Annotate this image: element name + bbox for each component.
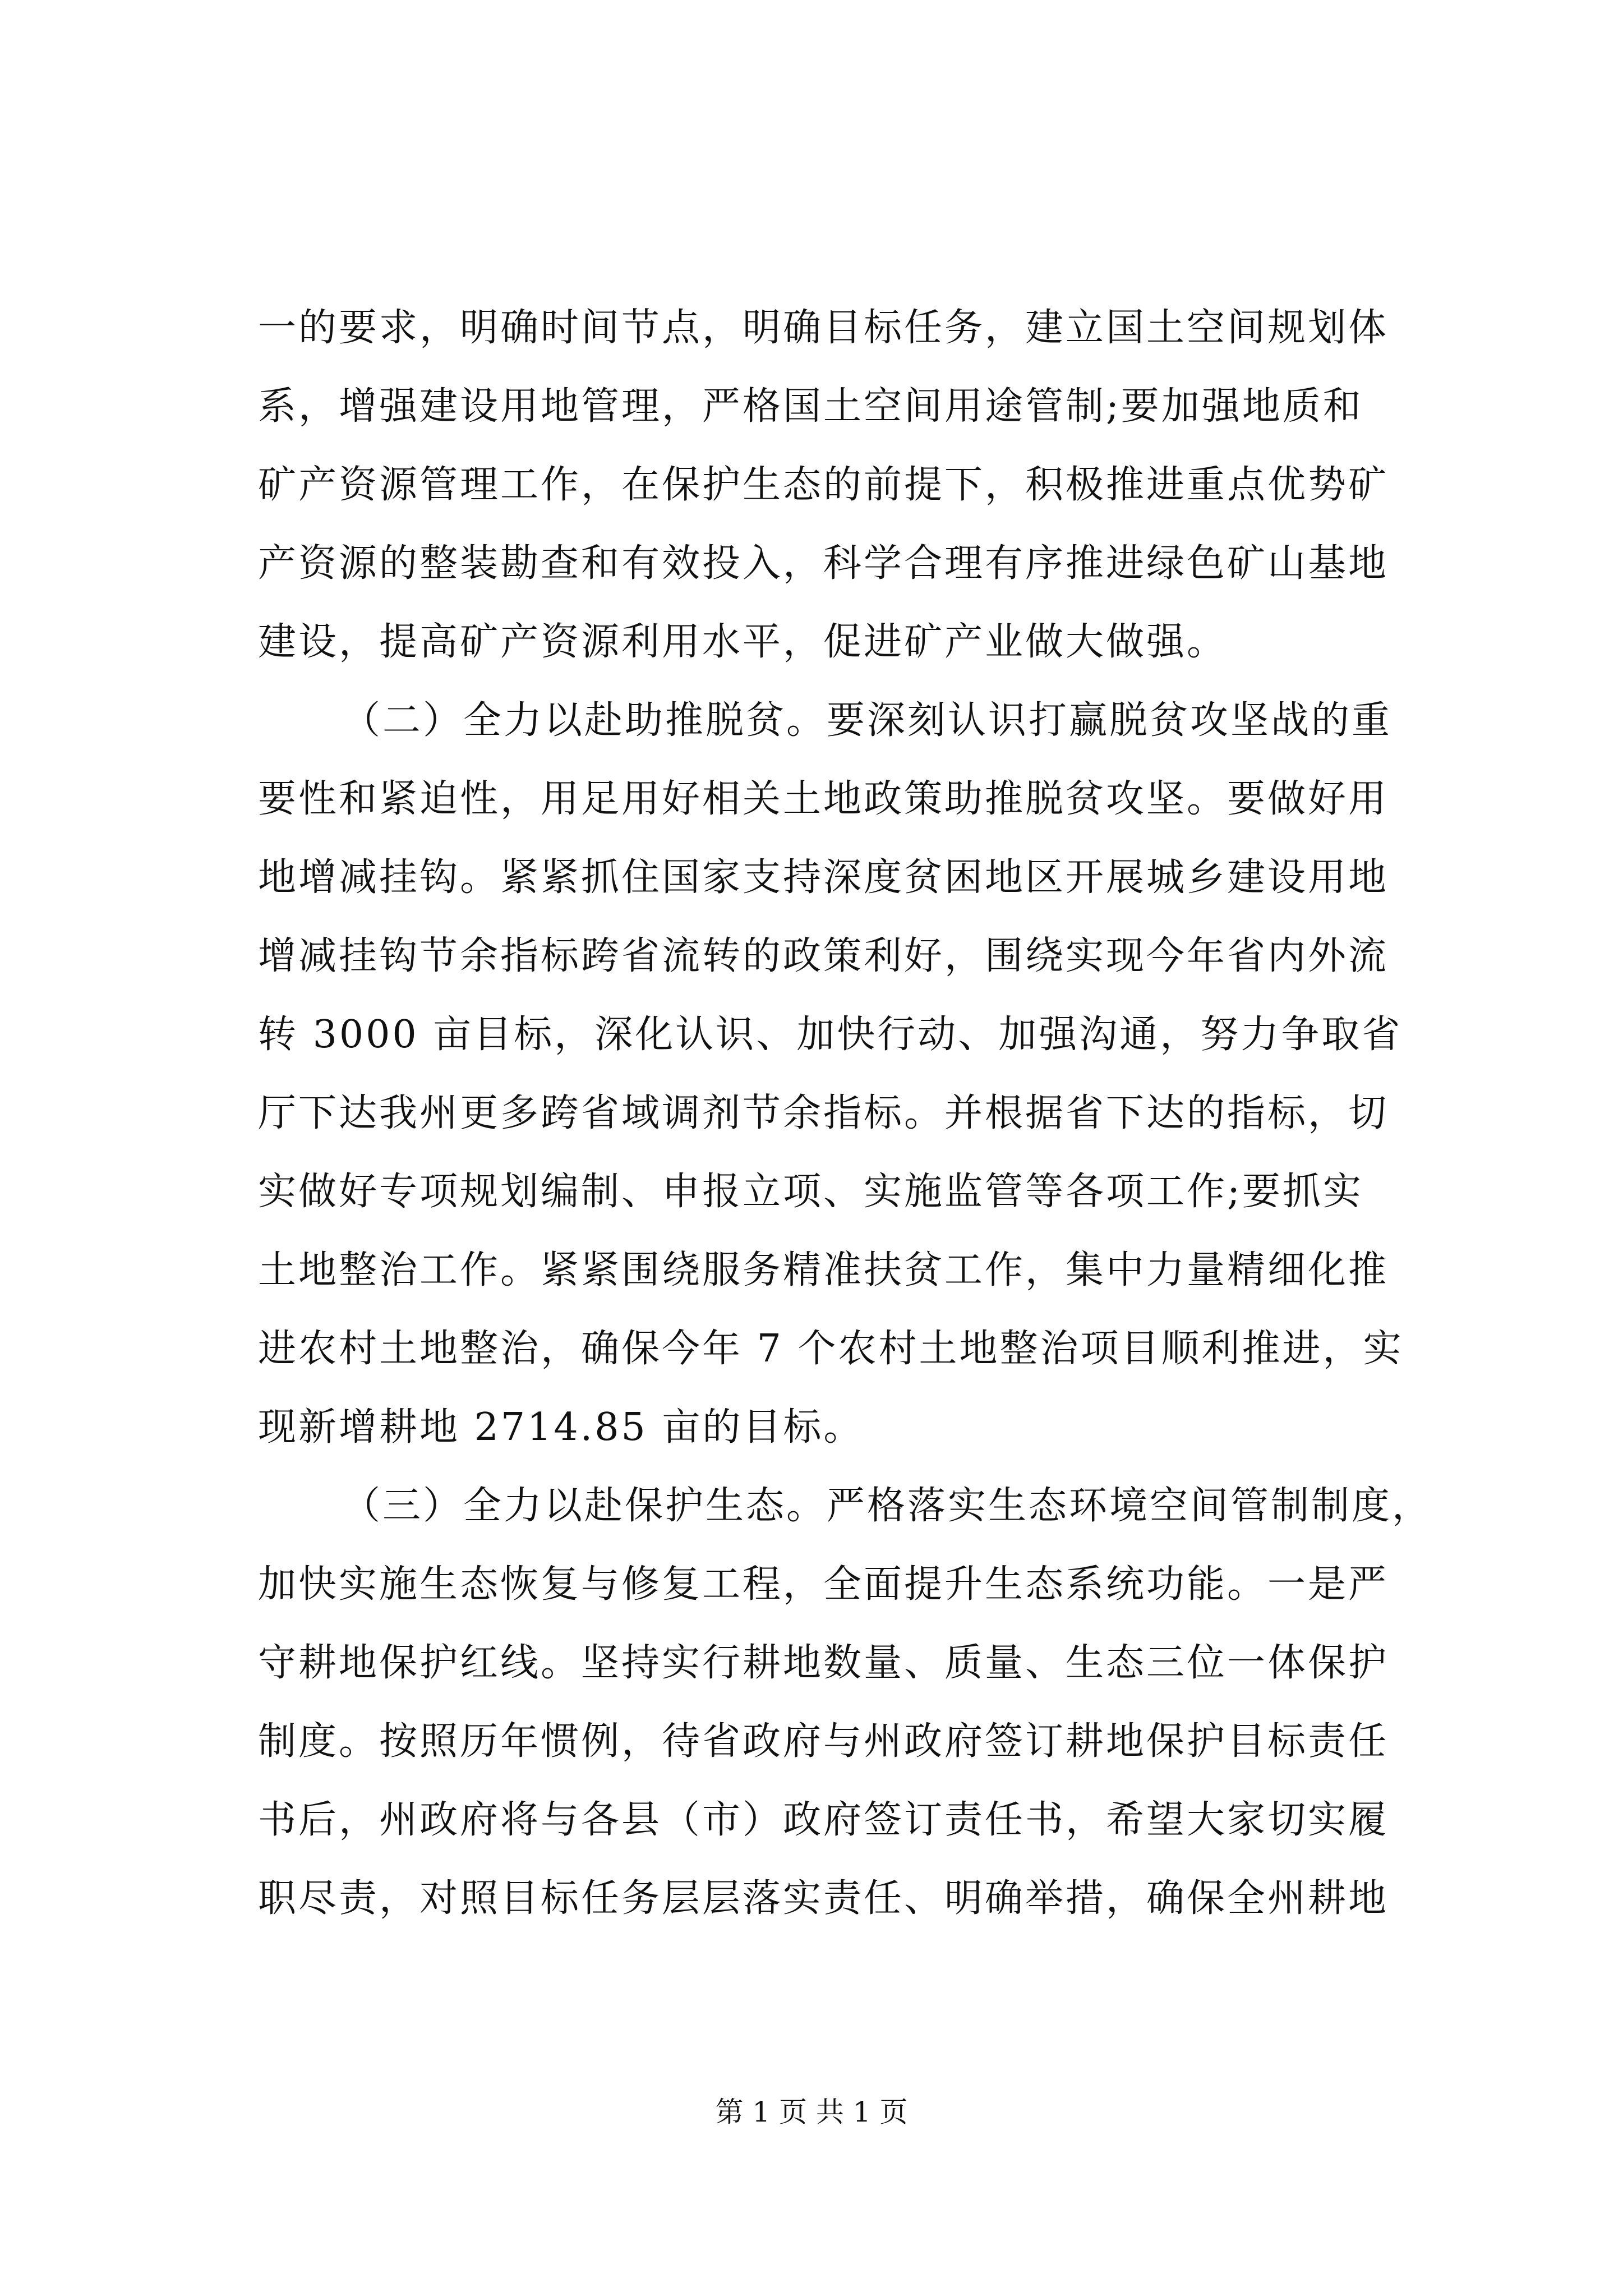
- text-line: 厅下达我州更多跨省域调剂节余指标。并根据省下达的指标，切: [258, 1091, 1389, 1135]
- text-line: 书后，州政府将与各县（市）政府签订责任书，希望大家切实履: [258, 1798, 1389, 1842]
- text-line: （二）全力以赴助推脱贫。要深刻认识打赢脱贫攻坚战的重: [342, 698, 1393, 743]
- text-line: 建设，提高矿产资源利用水平，促进矿产业做大做强。: [258, 620, 1228, 664]
- text-line: 进农村土地整治，确保今年 7 个农村土地整治项目顺利推进，实: [258, 1327, 1404, 1371]
- document-body: [258, 289, 1433, 1938]
- paragraph-2: [258, 682, 1408, 1467]
- text-line: 增减挂钩节余指标跨省流转的政策利好，围绕实现今年省内外流: [258, 934, 1389, 978]
- text-line: 要性和紧迫性，用足用好相关土地政策助推脱贫攻坚。要做好用: [258, 777, 1389, 821]
- text-line: 转 3000 亩目标，深化认识、加快行动、加强沟通，努力争取省: [258, 1013, 1403, 1057]
- text-line: （三）全力以赴保护生态。严格落实生态环境空间管制制度，: [342, 1484, 1433, 1528]
- text-line: 矿产资源管理工作，在保护生态的前提下，积极推进重点优势矿: [258, 463, 1389, 507]
- text-line: 制度。按照历年惯例，待省政府与州政府签订耕地保护目标责任: [258, 1719, 1389, 1764]
- text-line: 守耕地保护红线。坚持实行耕地数量、质量、生态三位一体保护: [258, 1641, 1389, 1685]
- text-line: 实做好专项规划编制、申报立项、实施监管等各项工作;要抓实: [258, 1170, 1363, 1214]
- paragraph-3: [258, 1467, 1433, 1938]
- text-line: 现新增耕地 2714.85 亩的目标。: [258, 1405, 864, 1450]
- text-line: 系，增强建设用地管理，严格国土空间用途管制;要加强地质和: [258, 384, 1363, 429]
- paragraph-1: [258, 289, 1408, 682]
- text-line: 一的要求，明确时间节点，明确目标任务，建立国土空间规划体: [258, 306, 1389, 350]
- text-line: 产资源的整装勘查和有效投入，科学合理有序推进绿色矿山基地: [258, 541, 1389, 586]
- text-line: 地增减挂钩。紧紧抓住国家支持深度贫困地区开展城乡建设用地: [258, 855, 1389, 900]
- text-line: 职尽责，对照目标任务层层落实责任、明确举措，确保全州耕地: [258, 1876, 1389, 1921]
- text-line: 加快实施生态恢复与修复工程，全面提升生态系统功能。一是严: [258, 1562, 1389, 1607]
- page-footer: 第 1 页 共 1 页: [715, 2096, 908, 2128]
- text-line: 土地整治工作。紧紧围绕服务精准扶贫工作，集中力量精细化推: [258, 1248, 1389, 1292]
